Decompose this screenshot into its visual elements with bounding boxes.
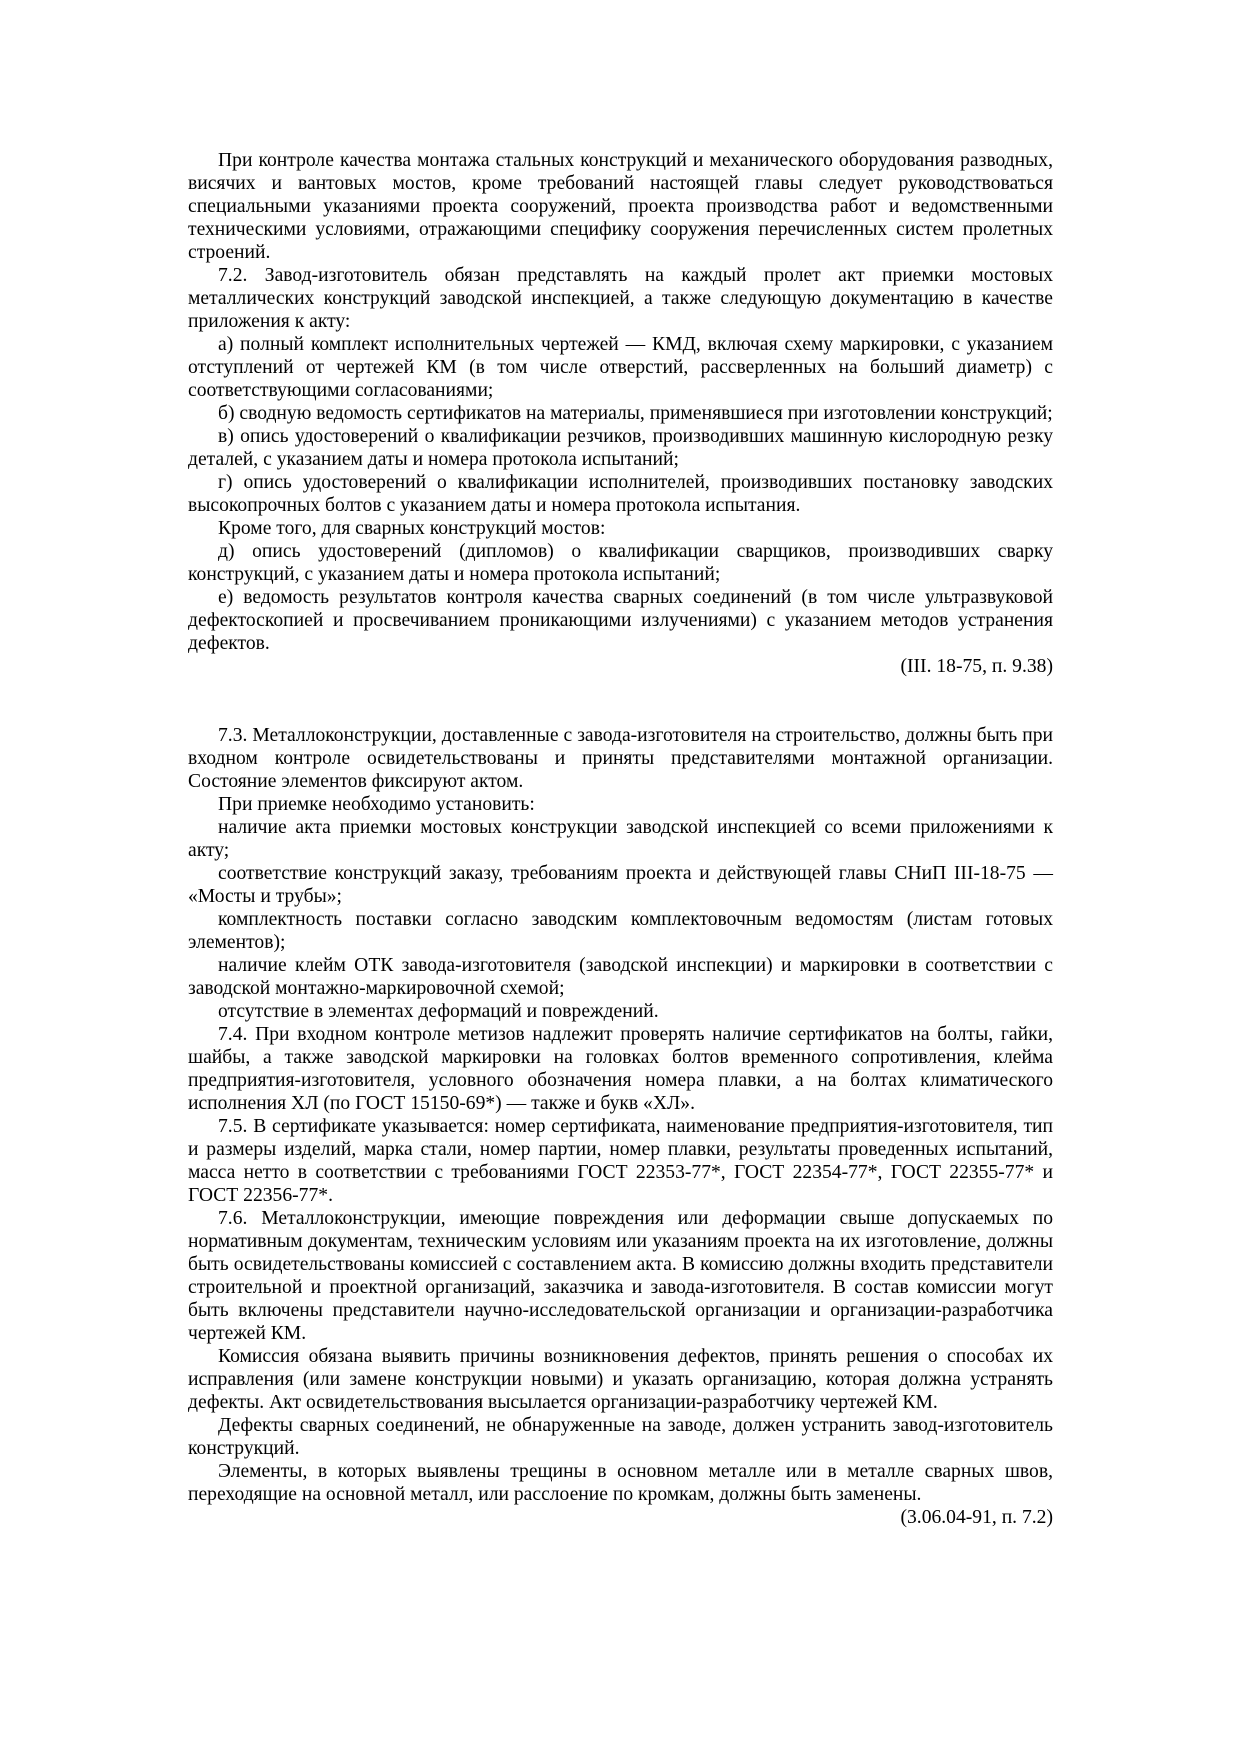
reference-2: (3.06.04-91, п. 7.2) <box>900 1507 1053 1528</box>
list-item-conformity: соответствие конструкций заказу, требованиям проекта и действующей главы СНиП III-18-75 — «Мосты и трубы»; <box>188 863 1053 907</box>
paragraph-7-5: 7.5. В сертификате указывается: номер сертификата, наименование предприятия-изготовителя, тип и размеры изделий, марка стали, номер партии, номер плавки, результаты проведенных испытаний, масса нетто в соответствии с требованиями ГОСТ 22353-77*, ГОСТ 22354-77*, ГОСТ 22355-77* и ГОСТ 22356-77*. <box>188 1116 1053 1206</box>
list-item-e: е) ведомость результатов контроля качества сварных соединений (в том числе ультразвуковой дефектоскопией и просвечиванием проникающими излучениями) с указанием методов устранения дефектов. <box>188 587 1053 654</box>
section-gap <box>188 678 1053 724</box>
reference-1: (III. 18-75, п. 9.38) <box>900 656 1053 677</box>
list-item-b: б) сводную ведомость сертификатов на материалы, применявшиеся при изготовлении конструкций; <box>218 403 1053 424</box>
paragraph-acceptance: При приемке необходимо установить: <box>218 794 535 815</box>
list-item-completeness: комплектность поставки согласно заводским комплектовочным ведомостям (листам готовых элементов); <box>188 909 1053 953</box>
list-item-no-deformation: отсутствие в элементах деформаций и повреждений. <box>218 1001 659 1022</box>
list-item-act: наличие акта приемки мостовых конструкции заводской инспекцией со всеми приложениями к акту; <box>188 817 1053 861</box>
paragraph-welded: Кроме того, для сварных конструкций мостов: <box>218 518 606 539</box>
paragraph-7-4: 7.4. При входном контроле метизов надлежит проверять наличие сертификатов на болты, гайки, шайбы, а также заводской маркировки на головках болтов временного сопротивления, клейма предприятия-изготовителя, условного обозначения номера плавки, а на болтах климатического исполнения ХЛ (по ГОСТ 15150-69*) — также и букв «ХЛ». <box>188 1024 1053 1114</box>
paragraph-7-3: 7.3. Металлоконструкции, доставленные с завода-изготовителя на строительство, должны быть при входном контроле освидетельствованы и приняты представителями монтажной организации. Состояние элементов фиксируют актом. <box>188 725 1053 792</box>
list-item-v: в) опись удостоверений о квалификации резчиков, производивших машинную кислородную резку деталей, с указанием даты и номера протокола испытаний; <box>188 426 1053 470</box>
list-item-g: г) опись удостоверений о квалификации исполнителей, производивших постановку заводских высокопрочных болтов с указанием даты и номера протокола испытания. <box>188 472 1053 516</box>
paragraph-commission: Комиссия обязана выявить причины возникновения дефектов, принять решения о способах их исправления (или замене конструкции новыми) и указать организацию, которая должна устранять дефекты. Акт освидетельствования высылается организации-разработчику чертежей КМ. <box>188 1346 1053 1413</box>
list-item-a: а) полный комплект исполнительных чертежей — КМД, включая схему маркировки, с указанием отступлений от чертежей КМ (в том числе отверстий, рассверленных на больший диаметр) с соответствующими согласованиями; <box>188 334 1053 401</box>
paragraph-intro: При контроле качества монтажа стальных конструкций и механического оборудования разводных, висячих и вантовых мостов, кроме требований настоящей главы следует руководствоваться специальными указаниями проекта сооружений, проекта производства работ и ведомственными техническими условиями, отражающими специфику сооружения перечисленных систем пролетных строений. <box>188 150 1053 263</box>
paragraph-replacement: Элементы, в которых выявлены трещины в основном металле или в металле сварных швов, переходящие на основной металл, или расслоение по кромкам, должны быть заменены. <box>188 1461 1053 1505</box>
paragraph-7-6: 7.6. Металлоконструкции, имеющие повреждения или деформации свыше допускаемых по нормативным документам, техническим условиям или указаниям проекта на их изготовление, должны быть освидетельствованы комиссией с составлением акта. В комиссию должны входить представители строительной и проектной организаций, заказчика и завода-изготовителя. В состав комиссии могут быть включены представители научно-исследовательской организации и организации-разработчика чертежей КМ. <box>188 1208 1053 1344</box>
paragraph-weld-defects: Дефекты сварных соединений, не обнаруженные на заводе, должен устранить завод-изготовитель конструкций. <box>188 1415 1053 1459</box>
document-page <box>188 149 1053 1529</box>
paragraph-7-2: 7.2. Завод-изготовитель обязан представлять на каждый пролет акт приемки мостовых металлических конструкций заводской инспекцией, а также следующую документацию в качестве приложения к акту: <box>188 265 1053 332</box>
list-item-d: д) опись удостоверений (дипломов) о квалификации сварщиков, производивших сварку конструкций, с указанием даты и номера протокола испытаний; <box>188 541 1053 585</box>
list-item-marking: наличие клейм ОТК завода-изготовителя (заводской инспекции) и маркировки в соответствии с заводской монтажно-маркировочной схемой; <box>188 955 1053 999</box>
